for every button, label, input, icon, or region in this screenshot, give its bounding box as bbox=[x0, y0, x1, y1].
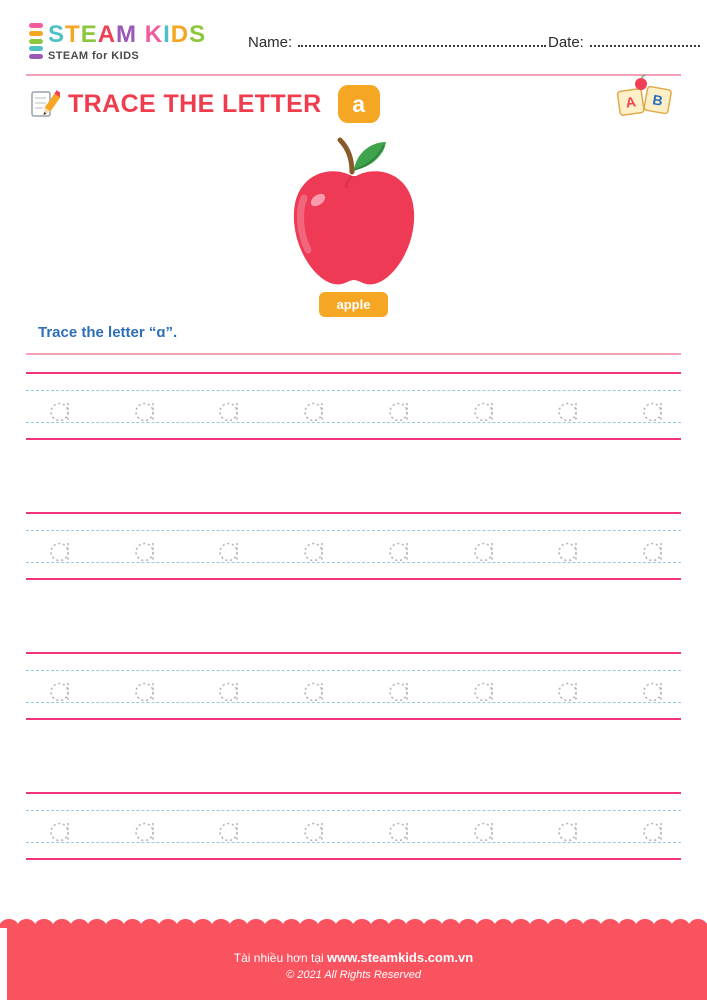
trace-letter-glyph[interactable] bbox=[641, 386, 671, 426]
trace-letter-glyph[interactable] bbox=[302, 666, 332, 706]
footer-copyright: © 2021 All Rights Reserved bbox=[286, 969, 421, 981]
trace-letter-glyph[interactable] bbox=[556, 666, 586, 706]
trace-letter-glyph[interactable] bbox=[302, 806, 332, 846]
trace-letter-glyph[interactable] bbox=[387, 526, 417, 566]
trace-letter-glyph[interactable] bbox=[387, 806, 417, 846]
brand-logo bbox=[26, 22, 226, 62]
date-field[interactable] bbox=[548, 34, 700, 51]
row-bottom-line bbox=[26, 578, 681, 580]
footer-site-url[interactable]: www.steamkids.com.vn bbox=[327, 950, 474, 965]
footer-prefix: Tài nhiều hơn tại bbox=[233, 951, 328, 965]
row-glyphs bbox=[48, 662, 671, 710]
name-field[interactable] bbox=[248, 34, 546, 51]
trace-letter-glyph[interactable] bbox=[302, 526, 332, 566]
logo-swatches-icon bbox=[29, 23, 43, 59]
trace-letter-glyph[interactable] bbox=[133, 666, 163, 706]
date-label: Date: bbox=[548, 34, 584, 51]
footer-site-line bbox=[0, 950, 707, 965]
illustration-apple bbox=[0, 128, 707, 308]
trace-letter-glyph[interactable] bbox=[48, 806, 78, 846]
trace-letter-glyph[interactable] bbox=[302, 386, 332, 426]
practice-row[interactable] bbox=[26, 512, 681, 580]
trace-letter-glyph[interactable] bbox=[133, 806, 163, 846]
practice-row[interactable] bbox=[26, 652, 681, 720]
trace-letter-glyph[interactable] bbox=[217, 806, 247, 846]
trace-letter-glyph[interactable] bbox=[48, 386, 78, 426]
trace-letter-glyph[interactable] bbox=[472, 526, 502, 566]
footer-scallop-edge bbox=[0, 919, 707, 929]
row-bottom-line bbox=[26, 438, 681, 440]
trace-letter-glyph[interactable] bbox=[472, 666, 502, 706]
title-row bbox=[30, 82, 380, 126]
trace-letter-glyph[interactable] bbox=[556, 526, 586, 566]
row-top-line bbox=[26, 372, 681, 374]
row-glyphs bbox=[48, 522, 671, 570]
instruction-divider bbox=[26, 353, 681, 355]
brand-name: STEAM KIDS bbox=[48, 21, 207, 48]
title-letter-chip: a bbox=[338, 85, 380, 123]
trace-letter-glyph[interactable] bbox=[472, 386, 502, 426]
trace-letter-glyph[interactable] bbox=[472, 806, 502, 846]
word-label-chip: apple bbox=[319, 292, 389, 317]
trace-letter-glyph[interactable] bbox=[641, 526, 671, 566]
worksheet-header bbox=[26, 22, 681, 74]
trace-letter-glyph[interactable] bbox=[217, 526, 247, 566]
trace-letter-glyph[interactable] bbox=[133, 526, 163, 566]
date-input-line[interactable] bbox=[590, 35, 700, 47]
trace-letter-glyph[interactable] bbox=[387, 386, 417, 426]
practice-row[interactable] bbox=[26, 792, 681, 860]
trace-letter-glyph[interactable] bbox=[641, 666, 671, 706]
name-label: Name: bbox=[248, 34, 293, 51]
svg-text:B: B bbox=[651, 91, 665, 109]
row-bottom-line bbox=[26, 718, 681, 720]
page-footer bbox=[0, 928, 707, 1000]
trace-letter-glyph[interactable] bbox=[556, 806, 586, 846]
trace-letter-glyph[interactable] bbox=[387, 666, 417, 706]
trace-letter-glyph[interactable] bbox=[556, 386, 586, 426]
practice-row[interactable] bbox=[26, 372, 681, 440]
footer-left-strip bbox=[0, 928, 7, 1000]
apple-illustration-icon bbox=[274, 128, 434, 298]
row-bottom-line bbox=[26, 858, 681, 860]
page-title: TRACE THE LETTER bbox=[68, 89, 322, 118]
abc-blocks-icon bbox=[615, 74, 677, 124]
row-glyphs bbox=[48, 382, 671, 430]
trace-letter-glyph[interactable] bbox=[48, 666, 78, 706]
trace-letter-glyph[interactable] bbox=[641, 806, 671, 846]
trace-letter-glyph[interactable] bbox=[133, 386, 163, 426]
name-input-line[interactable] bbox=[298, 35, 546, 47]
header-divider bbox=[26, 74, 681, 76]
trace-letter-glyph[interactable] bbox=[217, 666, 247, 706]
trace-letter-glyph[interactable] bbox=[217, 386, 247, 426]
trace-letter-glyph[interactable] bbox=[48, 526, 78, 566]
svg-text:A: A bbox=[624, 93, 637, 111]
row-glyphs bbox=[48, 802, 671, 850]
instruction-text: Trace the letter “ɑ”. bbox=[38, 324, 178, 341]
row-top-line bbox=[26, 512, 681, 514]
brand-tagline: STEAM for KIDS bbox=[48, 50, 140, 62]
row-top-line bbox=[26, 652, 681, 654]
pencil-icon bbox=[30, 88, 60, 120]
row-top-line bbox=[26, 792, 681, 794]
